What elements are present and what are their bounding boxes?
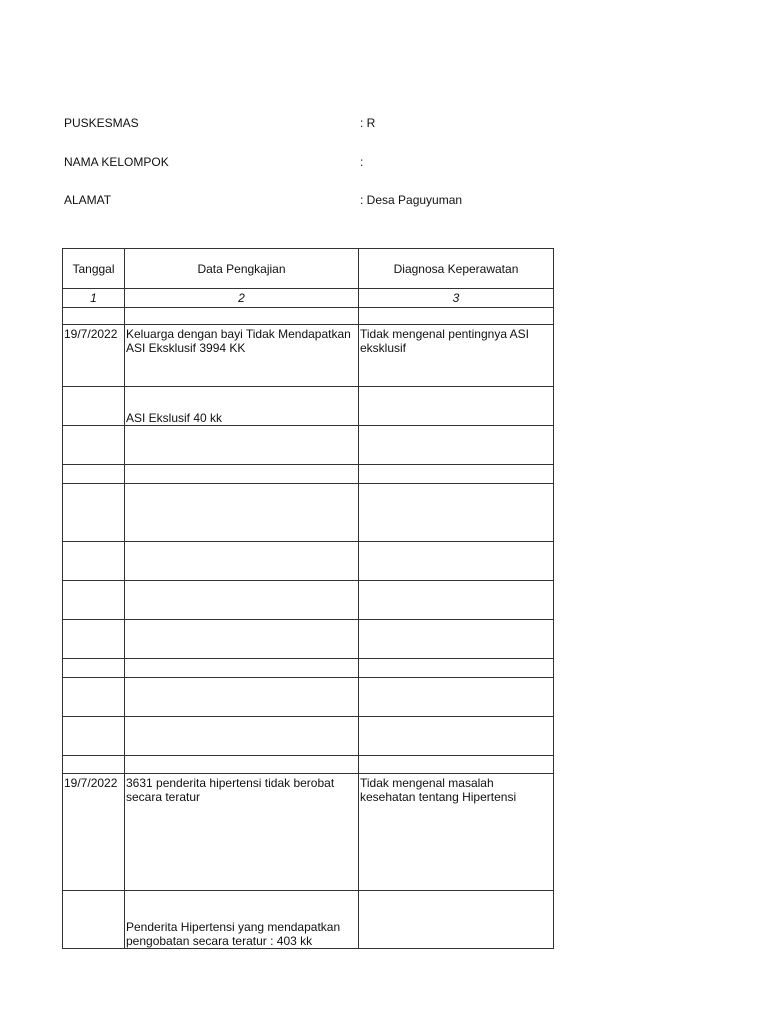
cell-diagnosa (359, 756, 554, 774)
table-row (63, 659, 554, 678)
table-row (63, 308, 554, 325)
cell-tanggal (63, 891, 125, 949)
cell-tanggal (63, 465, 125, 484)
cell-data (125, 426, 359, 465)
table-row (63, 717, 554, 756)
cell-tanggal (63, 387, 125, 426)
table-row (63, 581, 554, 620)
cell-data (125, 542, 359, 581)
cell-diagnosa (359, 717, 554, 756)
cell-diagnosa (359, 678, 554, 717)
table-row (63, 426, 554, 465)
table-header-row (63, 249, 554, 289)
table-row (63, 484, 554, 542)
alamat-label: ALAMAT (64, 193, 112, 207)
cell-diagnosa (359, 659, 554, 678)
assessment-table (62, 248, 554, 949)
column-header-tanggal: Tanggal (63, 249, 125, 289)
alamat-value: : Desa Paguyuman (360, 193, 463, 207)
kelompok-value: : (360, 155, 364, 169)
cell-diagnosa (359, 581, 554, 620)
table-row (63, 891, 554, 949)
kelompok-label: NAMA KELOMPOK (64, 155, 169, 169)
cell-diagnosa (359, 891, 554, 949)
table-row (63, 678, 554, 717)
cell-tanggal (63, 308, 125, 325)
cell-diagnosa: Tidak mengenal masalah kesehatan tentang Hipertensi (359, 774, 554, 891)
cell-tanggal (63, 620, 125, 659)
table-row (63, 465, 554, 484)
table-row (63, 756, 554, 774)
cell-data (125, 659, 359, 678)
cell-tanggal (63, 581, 125, 620)
cell-tanggal (63, 756, 125, 774)
cell-tanggal: 19/7/2022 (63, 325, 125, 387)
puskesmas-value: : R (360, 116, 376, 130)
cell-data: ASI Ekslusif 40 kk (125, 387, 359, 426)
column-number-3: 3 (359, 289, 554, 308)
cell-diagnosa (359, 465, 554, 484)
cell-tanggal (63, 659, 125, 678)
table-row (63, 774, 554, 891)
cell-data (125, 581, 359, 620)
table-row (63, 387, 554, 426)
cell-data: Keluarga dengan bayi Tidak Mendapatkan ASI Eksklusif 3994 KK (125, 325, 359, 387)
puskesmas-label: PUSKESMAS (64, 116, 139, 130)
cell-tanggal: 19/7/2022 (63, 774, 125, 891)
cell-diagnosa: Tidak mengenal pentingnya ASI eksklusif (359, 325, 554, 387)
column-number-2: 2 (125, 289, 359, 308)
cell-data (125, 465, 359, 484)
cell-tanggal (63, 678, 125, 717)
table-row (63, 325, 554, 387)
table-row (63, 620, 554, 659)
cell-diagnosa (359, 620, 554, 659)
cell-tanggal (63, 717, 125, 756)
cell-diagnosa (359, 426, 554, 465)
column-number-1: 1 (63, 289, 125, 308)
cell-tanggal (63, 426, 125, 465)
cell-data (125, 620, 359, 659)
cell-data: Penderita Hipertensi yang mendapatkan pengobatan secara teratur : 403 kk (125, 891, 359, 949)
cell-data (125, 308, 359, 325)
cell-diagnosa (359, 542, 554, 581)
cell-data (125, 484, 359, 542)
table-row (63, 542, 554, 581)
column-header-diagnosa: Diagnosa Keperawatan (359, 249, 554, 289)
cell-diagnosa (359, 308, 554, 325)
cell-data: 3631 penderita hipertensi tidak berobat secara teratur (125, 774, 359, 891)
column-number-row (63, 289, 554, 308)
cell-tanggal (63, 484, 125, 542)
cell-diagnosa (359, 484, 554, 542)
column-header-data-pengkajian: Data Pengkajian (125, 249, 359, 289)
cell-tanggal (63, 542, 125, 581)
cell-data (125, 717, 359, 756)
cell-diagnosa (359, 387, 554, 426)
cell-data (125, 678, 359, 717)
cell-data (125, 756, 359, 774)
